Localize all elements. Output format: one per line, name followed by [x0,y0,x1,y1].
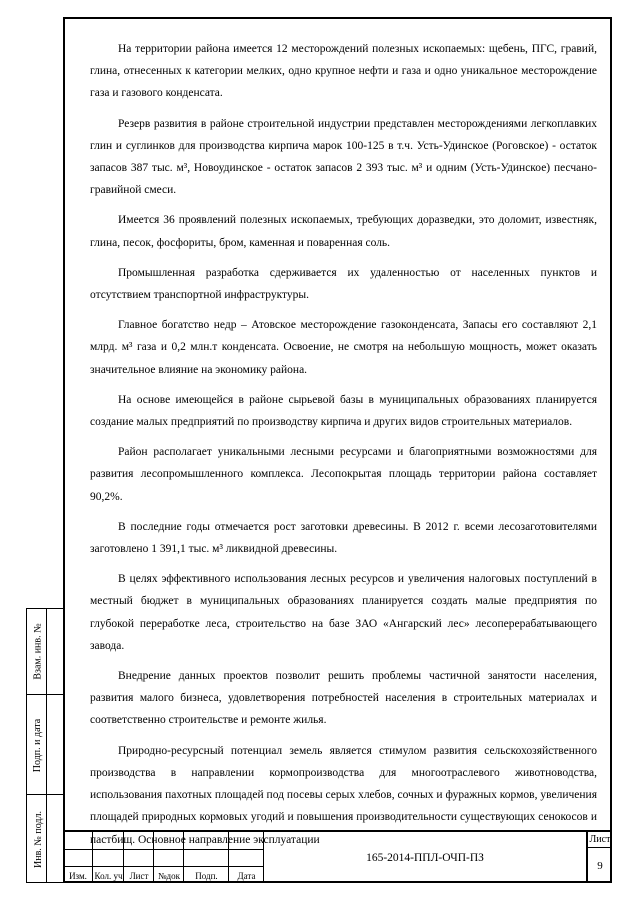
header-izm: Изм. [69,871,87,881]
side-label-vzam: Взам. инв. № [32,623,44,680]
side-label-podp: Подп. и дата [32,718,44,772]
document-code: 165-2014-ППЛ-ОЧП-ПЗ [366,852,484,864]
paragraph: В целях эффективного использования лесных ресурсов и увеличения налоговых поступлений в местный бюджет в муниципальных образованиях планируется создать малые предприятия по глубокой переработке леса, строительство на базе ЗАО «Ангарский лес» лесоперерабатывающего завода. [90,573,597,652]
sheet-label: Лист [588,834,612,848]
side-row-vzam [27,609,63,694]
paragraph: Главное богатство недр – Атовское месторождение газоконденсата, Запасы его составляют 2,1 млрд. м³ газа и 0,2 млн.т конденсата. Освоение, не смотря на небольшую мощность, может оказать значительное влияние на экономику района. [90,319,597,376]
paragraph: Природно-ресурсный потенциал земель является стимулом развития сельскохозяйственного производства в направлении кормопроизводства для многоотраслевого животноводства, использования пахотных площадей под посевы серых хлебов, сочных и фуражных кормов, увеличения площадей природных кормовых угодий и повышения производительности существующих сенокосов и пастбищ. Основное направление эксплуатации [90,744,597,846]
side-label-inv: Инв. № подл. [32,810,44,868]
body-text [90,38,597,859]
header-ndok: №док [157,871,181,881]
side-row-podp [27,694,63,795]
paragraph: Внедрение данных проектов позволит решить проблемы частичной занятости населения, развития малого бизнеса, удовлетворения потребностей населения в строительных материалах и соответственно строительстве и ремонте жилья. [90,670,597,727]
paragraph: В последние годы отмечается рост заготовки древесины. В 2012 г. всеми лесозаготовителями заготовлено 1 391,1 тыс. м³ ликвидной древесины. [90,520,597,556]
sheet-number: 9 [597,860,603,872]
paragraph: На территории района имеется 12 месторождений полезных ископаемых: щебень, ПГС, гравий, глина, отнесенных к категории мелких, одно крупное нефти и газа и одно уникальное месторождение газа и газового конденсата. [90,43,597,100]
side-stamp [26,608,63,883]
paragraph: Имеется 36 проявлений полезных ископаемых, требующих доразведки, это доломит, известняк, глина, песок, фосфориты, бром, каменная и поваренная соль. [90,214,597,249]
paragraph: На основе имеющейся в районе сырьевой базы в муниципальных образованиях планируется создание малых предприятий по производству кирпича и других видов строительных материалов. [90,393,597,429]
sheet-box [586,832,612,883]
header-podp: Подп. [195,871,218,881]
header-list: Лист [129,871,149,881]
paragraph: Промышленная разработка сдерживается их удаленностью от населенных пунктов и отсутствием транспортной инфраструктуры. [90,266,597,302]
paragraph: Резерв развития в районе строительной индустрии представлен месторождениями легкоплавких глин и суглинков для производства кирпича марок 100-125 в т.ч. Усть-Удинское (Роговское) - остаток запасов 387 тыс. м³, Новоудинское - остаток запасов 2 393 тыс. м³ и одним (Усть-Удинское) песчано-гравийной смеси. [90,117,597,197]
title-block [63,830,612,883]
paragraph: Район располагает уникальными лесными ресурсами и благоприятными возможностями для развития лесопромышленного комплекса. Лесопокрытая площадь территории района составляет 90,2%. [90,446,597,503]
side-row-inv [27,794,63,883]
header-data: Дата [237,871,256,881]
header-kol-uch: Кол. уч [94,871,123,881]
